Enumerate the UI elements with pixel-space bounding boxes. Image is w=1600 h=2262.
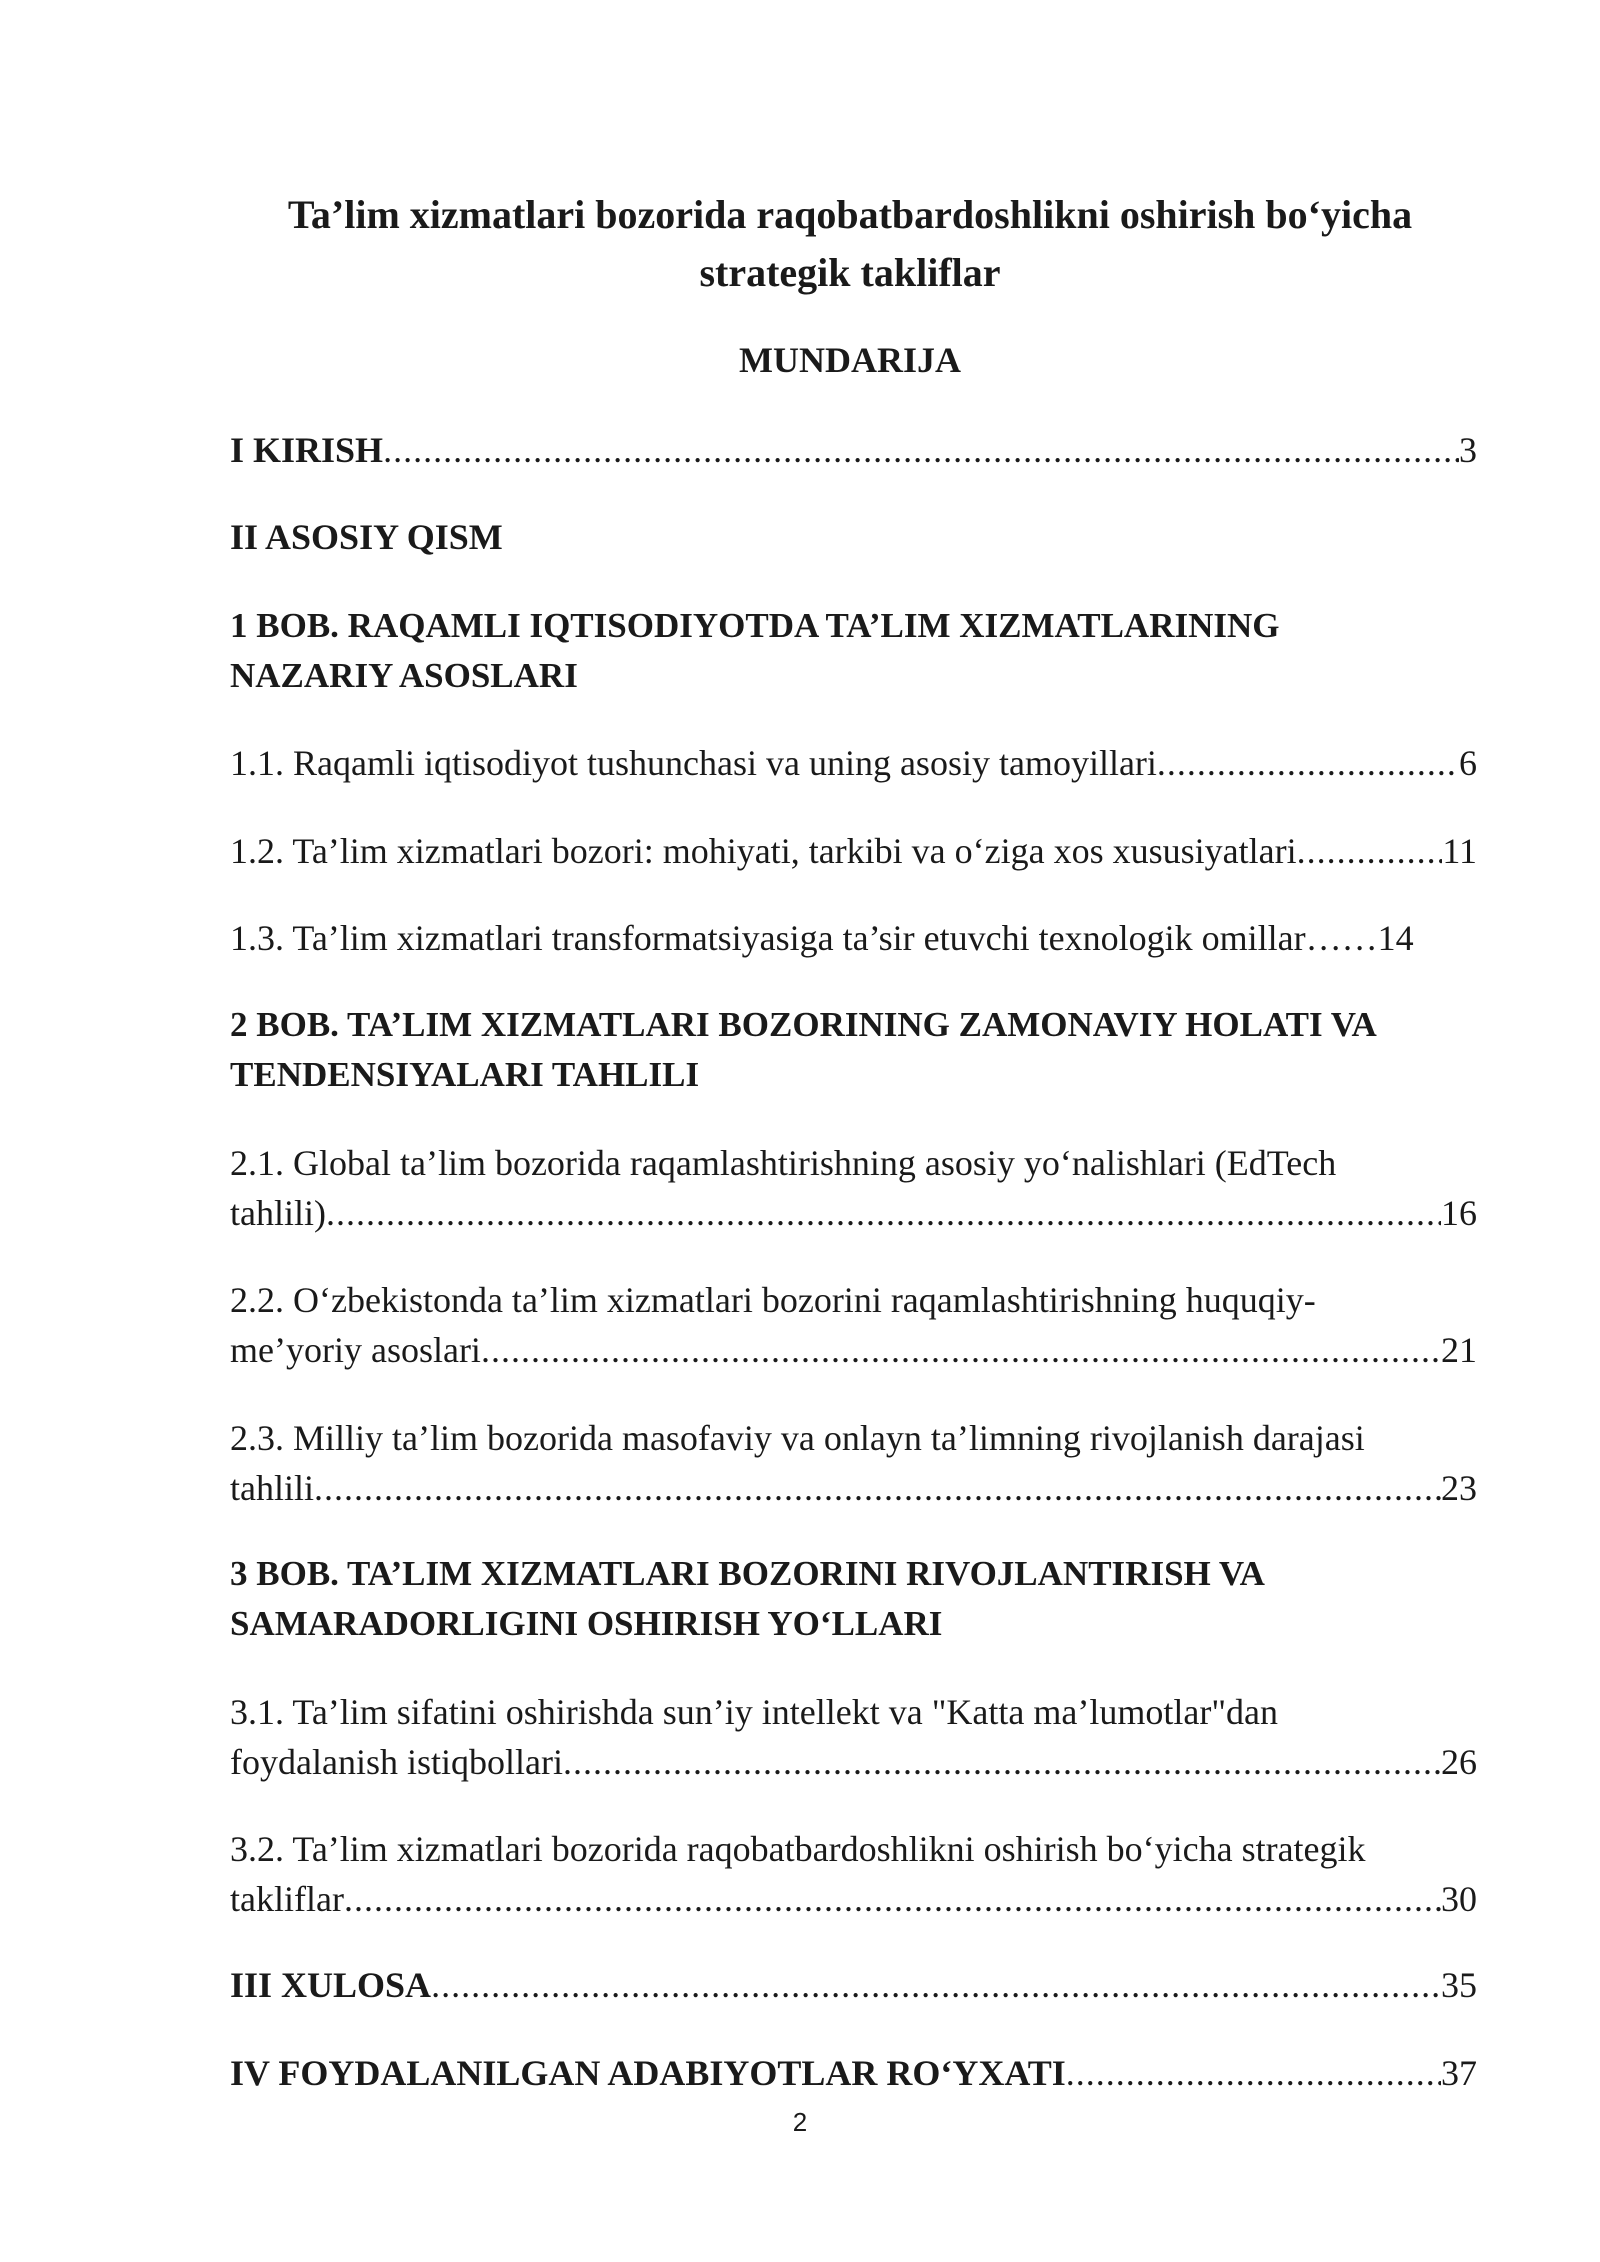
toc-entry-label: II ASOSIY QISM	[230, 517, 503, 557]
page-number: 2	[792, 2107, 808, 2137]
toc-entry-label: 1.1. Raqamli iqtisodiyot tushunchasi va uning asosiy tamoyillari	[230, 743, 1157, 783]
toc-section-3-1[interactable]	[230, 1687, 1490, 1787]
toc-page-number: 14	[1377, 918, 1414, 958]
toc-entry-label: 1.3. Ta’lim xizmatlari transformatsiyasiga ta’sir etuvchi texnologik omillar	[230, 918, 1306, 958]
toc-page-number: 30	[1441, 1879, 1477, 1919]
toc-leader-dots	[563, 1737, 1441, 1787]
toc-entry-line-1: 3.2. Ta’lim xizmatlari bozorida raqobatbardoshlikni oshirish bo‘yicha strategik	[230, 1829, 1366, 1869]
toc-leader-dots	[1066, 2048, 1441, 2098]
toc-entry-line-2: foydalanish istiqbollari	[230, 1742, 563, 1782]
toc-ellipsis: ……	[1305, 918, 1378, 958]
toc-chapter-1[interactable]	[230, 601, 1510, 701]
toc-chapter-line-2: TENDENSIYALARI TAHLILI	[230, 1055, 700, 1094]
toc-entry-line-2: me’yoriy asoslari	[230, 1330, 481, 1370]
toc-page-number: 26	[1441, 1742, 1477, 1782]
toc-leader-dots	[1157, 738, 1459, 788]
toc-page-number: 35	[1441, 1965, 1477, 2005]
toc-entry-line-1: 2.2. O‘zbekistonda ta’lim xizmatlari bozorini raqamlashtirishning huquqiy-	[230, 1280, 1316, 1320]
toc-entry-line-2: takliflar	[230, 1879, 344, 1919]
toc-page-number: 37	[1441, 2053, 1477, 2093]
toc-chapter-2[interactable]	[230, 1000, 1510, 1100]
toc-leader-dots	[314, 1463, 1441, 1513]
toc-page-number: 6	[1459, 743, 1477, 783]
toc-entry-label: III XULOSA	[230, 1965, 432, 2005]
toc-section-1-1[interactable]	[230, 738, 1490, 788]
toc-leader-dots	[383, 425, 1459, 475]
toc-leader-dots	[481, 1325, 1441, 1375]
toc-section-1-2[interactable]	[230, 826, 1490, 876]
toc-chapter-line-1: 3 BOB. TA’LIM XIZMATLARI BOZORINI RIVOJLANTIRISH VA	[230, 1554, 1265, 1593]
toc-page-number: 21	[1441, 1330, 1477, 1370]
toc-page-number: 3	[1459, 430, 1477, 470]
toc-chapter-line-2: NAZARIY ASOSLARI	[230, 656, 578, 695]
toc-entry-asosiy-qism[interactable]	[230, 512, 1490, 562]
toc-heading: MUNDARIJA	[739, 340, 961, 380]
toc-page-number: 16	[1441, 1193, 1477, 1233]
document-title	[200, 186, 1500, 302]
toc-chapter-line-2: SAMARADORLIGINI OSHIRISH YO‘LLARI	[230, 1604, 943, 1643]
toc-entry-label: IV FOYDALANILGAN ADABIYOTLAR RO‘YXATI	[230, 2053, 1066, 2093]
title-line-1: Ta’lim xizmatlari bozorida raqobatbardoshlikni oshirish bo‘yicha	[287, 192, 1413, 237]
toc-page-number: 23	[1441, 1468, 1477, 1508]
toc-entry-line-2: tahlili	[230, 1468, 314, 1508]
toc-section-3-2[interactable]	[230, 1824, 1490, 1924]
toc-entry-line-2: tahlili)	[230, 1193, 326, 1233]
toc-entry-label: 1.2. Ta’lim xizmatlari bozori: mohiyati, tarkibi va o‘ziga xos xususiyatlari	[230, 831, 1297, 871]
toc-section-2-1[interactable]	[230, 1138, 1490, 1238]
toc-entry-adabiyotlar[interactable]	[230, 2048, 1490, 2098]
toc-page-number: 11	[1442, 831, 1477, 871]
toc-section-2-3[interactable]	[230, 1413, 1490, 1513]
toc-chapter-line-1: 2 BOB. TA’LIM XIZMATLARI BOZORINING ZAMONAVIY HOLATI VA	[230, 1005, 1377, 1044]
toc-chapter-3[interactable]	[230, 1549, 1510, 1649]
toc-leader-dots	[1297, 826, 1443, 876]
toc-entry-line-1: 2.3. Milliy ta’lim bozorida masofaviy va onlayn ta’limning rivojlanish darajasi	[230, 1418, 1365, 1458]
toc-entry-kirish[interactable]	[230, 425, 1490, 475]
toc-entry-line-1: 2.1. Global ta’lim bozorida raqamlashtirishning asosiy yo‘nalishlari (EdTech	[230, 1143, 1337, 1183]
toc-leader-dots	[431, 1960, 1441, 2010]
toc-entry-label: I KIRISH	[230, 430, 384, 470]
toc-chapter-line-1: 1 BOB. RAQAMLI IQTISODIYOTDA TA’LIM XIZMATLARINING	[230, 606, 1280, 645]
toc-leader-dots	[344, 1874, 1441, 1924]
toc-entry-xulosa[interactable]	[230, 1960, 1490, 2010]
title-line-2: strategik takliflar	[699, 250, 1001, 295]
toc-section-1-3[interactable]	[230, 913, 1490, 963]
toc-entry-line-1: 3.1. Ta’lim sifatini oshirishda sun’iy intellekt va "Katta ma’lumotlar"dan	[230, 1692, 1278, 1732]
toc-section-2-2[interactable]	[230, 1275, 1490, 1375]
toc-leader-dots	[326, 1188, 1441, 1238]
